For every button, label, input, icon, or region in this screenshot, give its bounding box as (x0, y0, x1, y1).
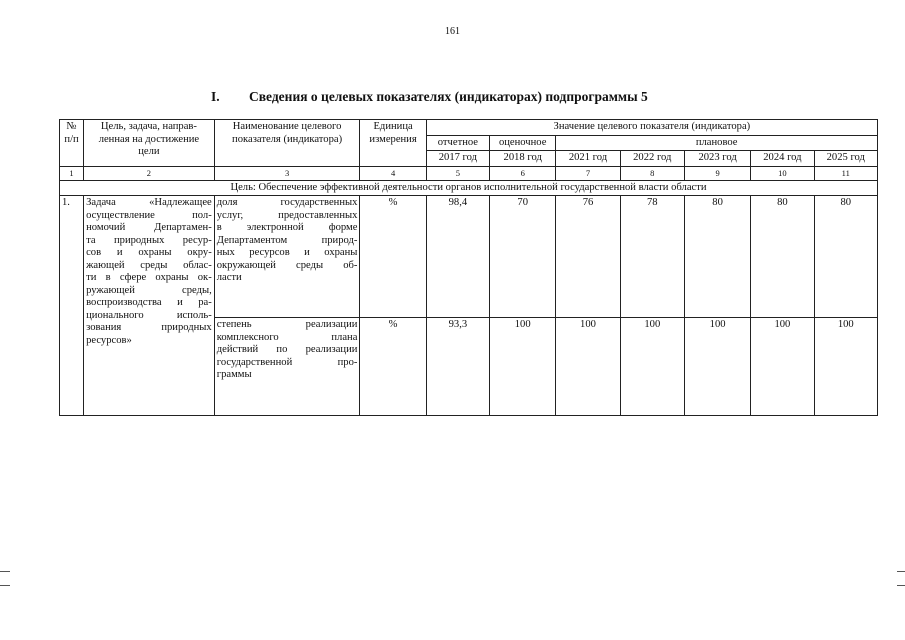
indicator-value: 80 (751, 196, 814, 318)
goal-text: Цель: Обеспечение эффективной деятельности органов исполнительной государственной власти области (60, 180, 878, 196)
column-number: 11 (814, 166, 877, 180)
section-roman-numeral: I. (211, 89, 220, 104)
indicator-name: доля государственных услуг, предоставленных в электронной форме Департаментом природ- ных ресурсов и охраны окружающей среды об- ласти (214, 196, 360, 318)
header-goal: Цель, задача, направ- ленная на достижение цели (84, 120, 215, 167)
column-number: 5 (426, 166, 489, 180)
table-header-row-1 (60, 120, 878, 136)
indicator-unit: % (360, 196, 426, 318)
section-title: Сведения о целевых показателях (индикаторах) подпрограммы 5 (249, 89, 648, 104)
indicator-value: 100 (620, 318, 684, 416)
header-year: 2022 год (620, 151, 684, 167)
indicator-value: 100 (751, 318, 814, 416)
column-number-row (60, 166, 878, 180)
indicator-value: 98,4 (426, 196, 489, 318)
column-number: 10 (751, 166, 814, 180)
margin-mark (0, 585, 10, 586)
header-planned: плановое (556, 135, 878, 151)
indicator-value: 76 (556, 196, 620, 318)
column-number: 3 (214, 166, 360, 180)
header-estimated: оценочное (490, 135, 556, 151)
indicator-value: 100 (490, 318, 556, 416)
indicator-unit: % (360, 318, 426, 416)
header-year: 2018 год (490, 151, 556, 167)
header-value-group: Значение целевого показателя (индикатора) (426, 120, 877, 136)
column-number: 2 (84, 166, 215, 180)
column-number: 4 (360, 166, 426, 180)
indicator-value: 80 (814, 196, 877, 318)
page-number: 161 (445, 26, 460, 37)
indicator-value: 100 (556, 318, 620, 416)
column-number: 9 (684, 166, 750, 180)
header-year: 2021 год (556, 151, 620, 167)
indicator-name: степень реализации комплексного плана действий по реализации государственной про- граммы (214, 318, 360, 416)
column-number: 1 (60, 166, 84, 180)
task-number: 1. (60, 196, 84, 416)
table-row (60, 196, 878, 318)
header-reported: отчетное (426, 135, 489, 151)
indicator-value: 93,3 (426, 318, 489, 416)
column-number: 7 (556, 166, 620, 180)
margin-mark (0, 571, 10, 572)
indicator-value: 100 (814, 318, 877, 416)
indicator-value: 100 (684, 318, 750, 416)
task-description: Задача «Надлежащее осуществление пол- номочий Департамен- та природных ресур- сов и охраны окру- жающей среды облас- ти в сфере охраны ок- ружающей среды, воспроизводства и ра- ционального исполь- зования природных ресурсов» (84, 196, 215, 416)
margin-mark (897, 571, 905, 572)
margin-mark (897, 585, 905, 586)
indicators-table (59, 119, 878, 416)
header-year: 2024 год (751, 151, 814, 167)
header-year: 2025 год (814, 151, 877, 167)
header-year: 2017 год (426, 151, 489, 167)
goal-row (60, 180, 878, 196)
header-num: № п/п (60, 120, 84, 167)
header-indicator: Наименование целевого показателя (индикатора) (214, 120, 360, 167)
header-year: 2023 год (684, 151, 750, 167)
indicator-value: 70 (490, 196, 556, 318)
column-number: 6 (490, 166, 556, 180)
indicator-value: 80 (684, 196, 750, 318)
column-number: 8 (620, 166, 684, 180)
header-unit: Единица измерения (360, 120, 426, 167)
indicator-value: 78 (620, 196, 684, 318)
section-heading (211, 89, 648, 105)
